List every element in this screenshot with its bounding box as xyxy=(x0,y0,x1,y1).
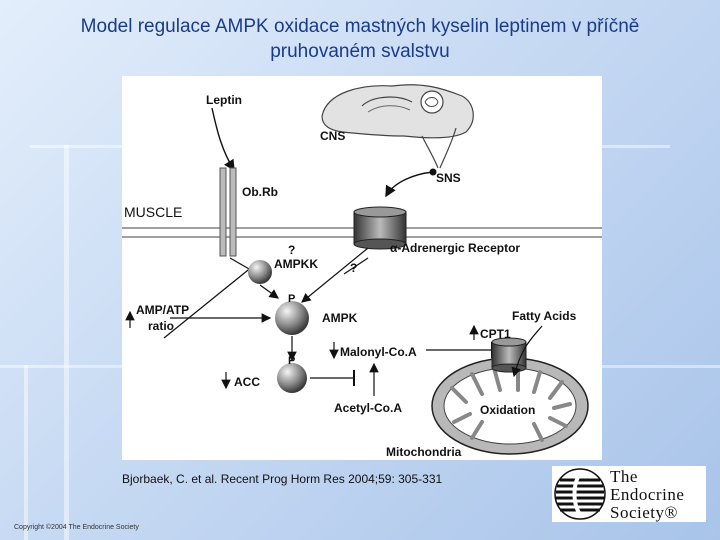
amp-atp-label-line2: ratio xyxy=(148,319,175,333)
oxidation-label: Oxidation xyxy=(480,403,536,417)
slide-title xyxy=(40,14,680,64)
ampkk-ball xyxy=(248,260,272,284)
title-line-2: pruhovaném svalstvu xyxy=(270,41,450,62)
logo-line-3: Society® xyxy=(610,503,678,522)
obrb-label: Ob.Rb xyxy=(242,185,278,199)
sns-label: SNS xyxy=(436,171,461,185)
mitochondria-label: Mitochondria xyxy=(386,445,462,459)
logo-line-2: Endocrine xyxy=(610,485,685,504)
sns-arrow xyxy=(386,172,433,196)
ampk-leptin-diagram xyxy=(122,76,602,460)
diagram-svg xyxy=(122,76,602,460)
title-line-1: Model regulace AMPK oxidace mastných kyselin leptinem v příčně xyxy=(80,16,640,37)
ampkk-label: AMPKK xyxy=(274,257,318,271)
acc-ball xyxy=(277,363,307,393)
malonyl-coa-label: Malonyl-Co.A xyxy=(340,345,417,359)
acetyl-coa-label: Acetyl-Co.A xyxy=(334,401,403,415)
logo-line-1: The xyxy=(610,467,638,486)
phospho-label-1: P xyxy=(288,293,296,305)
leptin-arrow xyxy=(212,108,234,170)
ampk-label: AMPK xyxy=(322,311,358,325)
cns-label: CNS xyxy=(320,129,346,143)
background-stripe xyxy=(24,365,28,540)
logo-emblem-icon xyxy=(552,466,608,522)
background-stripe xyxy=(64,145,69,540)
question-mark-2: ? xyxy=(350,261,358,275)
question-mark-1: ? xyxy=(288,243,296,257)
phospho-label-2: P xyxy=(288,355,296,367)
endocrine-society-logo xyxy=(552,466,706,522)
copyright-notice: Copyright ©2004 The Endocrine Society xyxy=(14,524,139,531)
amp-atp-label-line1: AMP/ATP xyxy=(136,303,190,317)
alpha-receptor-label: α-Adrenergic Receptor xyxy=(390,241,521,255)
cpt1-label: CPT1 xyxy=(480,327,511,341)
obrb-receptor xyxy=(220,168,236,256)
ampk-ball xyxy=(275,301,309,335)
fatty-acids-label: Fatty Acids xyxy=(512,309,577,323)
acc-label: ACC xyxy=(234,375,260,389)
muscle-label: MUSCLE xyxy=(124,204,183,220)
brain-illustration xyxy=(322,85,473,168)
leptin-label: Leptin xyxy=(206,93,242,107)
citation: Bjorbaek, C. et al. Recent Prog Horm Res 2004;59: 305-331 xyxy=(122,472,443,486)
